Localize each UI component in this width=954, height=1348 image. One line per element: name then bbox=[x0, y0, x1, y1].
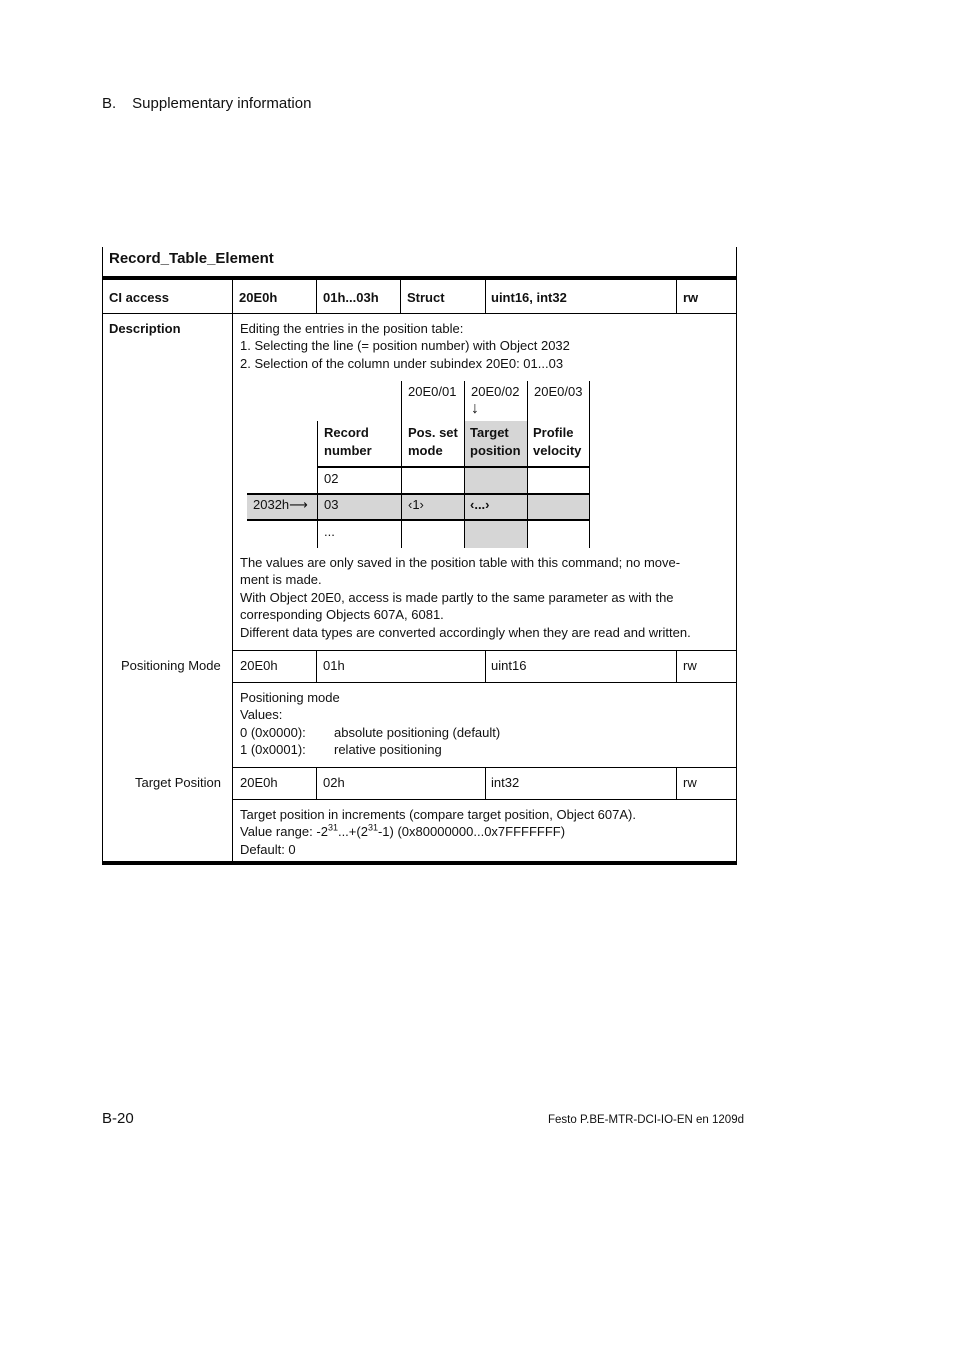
description-note-3: With Object 20E0, access is made partly to the same parameter as with the bbox=[240, 590, 674, 605]
ci-access-label: CI access bbox=[109, 290, 169, 305]
positioning-mode-type: uint16 bbox=[491, 658, 527, 673]
section-header bbox=[102, 95, 311, 112]
doc-reference: Festo P.BE-MTR-DCI-IO-EN en 1209d bbox=[548, 1114, 744, 1126]
arrow-down-icon: ↓ bbox=[471, 400, 479, 417]
col-header-record-1: Record bbox=[324, 425, 369, 440]
description-intro-3: 2. Selection of the column under subindex 20E0: 01...03 bbox=[240, 356, 564, 371]
col-header-mode-2: mode bbox=[408, 443, 443, 458]
positioning-mode-desc-title: Positioning mode bbox=[240, 690, 340, 705]
row-ellipsis: ... bbox=[324, 524, 335, 539]
positioning-mode-index: 20E0h bbox=[240, 658, 278, 673]
description-intro-1: Editing the entries in the position table: bbox=[240, 321, 464, 336]
description-note-1: The values are only saved in the position table with this command; no move- bbox=[240, 555, 681, 570]
col-header-velocity-2: velocity bbox=[533, 443, 582, 458]
record-table-element bbox=[102, 247, 737, 867]
ci-types: uint16, int32 bbox=[491, 290, 567, 305]
subindex-label-01: 20E0/01 bbox=[408, 384, 457, 399]
target-position-desc-1: Target position in increments (compare target position, Object 607A). bbox=[240, 807, 636, 822]
positioning-mode-value-0-code: 0 (0x0000): bbox=[240, 725, 306, 740]
page-number: B-20 bbox=[102, 1110, 134, 1127]
positioning-mode-label: Positioning Mode bbox=[121, 658, 221, 673]
positioning-mode-value-0-text: absolute positioning (default) bbox=[334, 725, 501, 740]
col-header-velocity-1: Profile bbox=[533, 425, 574, 440]
row-record-03: 03 bbox=[324, 497, 339, 512]
section-title: Supplementary information bbox=[132, 95, 312, 112]
col-header-target-2: position bbox=[470, 443, 521, 458]
subindex-label-02: 20E0/02 bbox=[471, 384, 520, 399]
description-intro-2: 1. Selecting the line (= position number) with Object 2032 bbox=[240, 338, 570, 353]
target-position-index: 20E0h bbox=[240, 775, 278, 790]
positioning-mode-value-1-code: 1 (0x0001): bbox=[240, 742, 306, 757]
ci-index: 20E0h bbox=[239, 290, 278, 305]
positioning-mode-access: rw bbox=[683, 658, 697, 673]
row-pointer-2032h: 2032h⟶ bbox=[253, 497, 308, 512]
ci-struct: Struct bbox=[407, 290, 445, 305]
description-note-5: Different data types are converted accordingly when they are read and written. bbox=[240, 625, 691, 640]
target-position-access: rw bbox=[683, 775, 697, 790]
description-note-2: ment is made. bbox=[240, 572, 322, 587]
table-title: Record_Table_Element bbox=[109, 250, 274, 267]
positioning-mode-value-1-text: relative positioning bbox=[334, 742, 442, 757]
ci-access: rw bbox=[683, 290, 699, 305]
positioning-mode-subindex: 01h bbox=[323, 658, 345, 673]
row-target-value: ‹...› bbox=[470, 497, 490, 512]
col-header-record-2: number bbox=[324, 443, 372, 458]
ci-subindex: 01h...03h bbox=[323, 290, 379, 305]
description-note-4: corresponding Objects 607A, 6081. bbox=[240, 607, 444, 622]
subindex-label-03: 20E0/03 bbox=[534, 384, 583, 399]
section-number: B. bbox=[102, 95, 117, 112]
row-mode-value: ‹1› bbox=[408, 497, 424, 512]
row-record-02: 02 bbox=[324, 471, 339, 486]
target-position-range: Value range: $-2^{31}...+(2^{31}-1)$ (0x80000000...0x7FFFFFFF) bbox=[240, 822, 566, 839]
positioning-mode-desc-values: Values: bbox=[240, 707, 283, 722]
description-label: Description bbox=[109, 321, 181, 336]
target-position-label: Target Position bbox=[135, 775, 221, 790]
target-position-default: Default: 0 bbox=[240, 842, 296, 857]
col-header-target-1: Target bbox=[470, 425, 509, 440]
col-header-mode-1: Pos. set bbox=[408, 425, 458, 440]
target-position-subindex: 02h bbox=[323, 775, 345, 790]
target-position-type: int32 bbox=[491, 775, 520, 790]
